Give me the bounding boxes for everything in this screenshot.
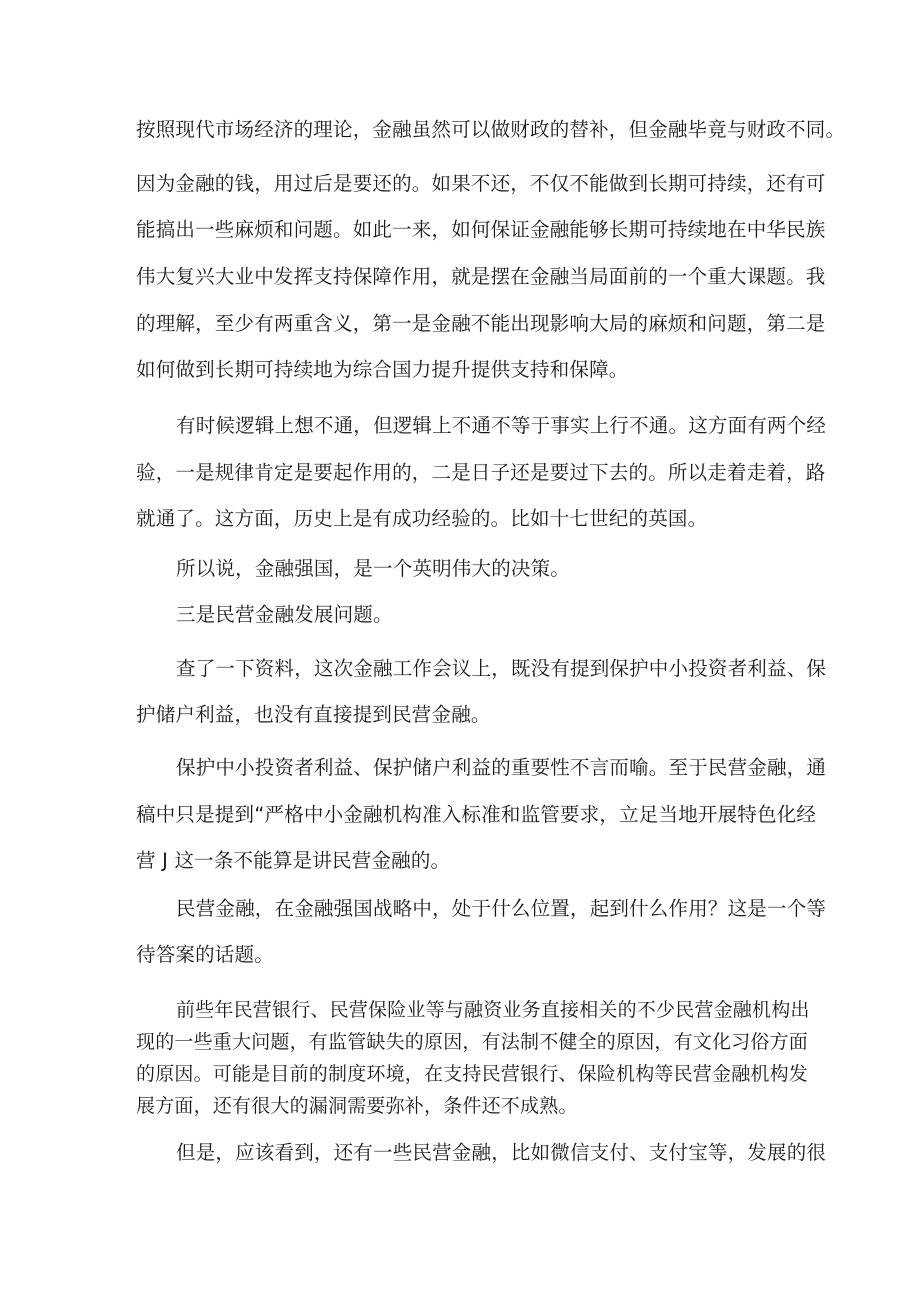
text-line: 现的一些重大问题，有监管缺失的原因，有法制不健全的原因，有文化习俗方面 (136, 1031, 809, 1053)
text-line: 前些年民营银行、民营保险业等与融资业务直接相关的不少民营金融机构出 (176, 999, 810, 1021)
text-line: 查了一下资料，这次金融工作会议上，既没有提到保护中小投资者利益、保 (176, 657, 827, 680)
text-line: 稿中只是提到“严格中小金融机构准入标准和监管要求，立足当地开展特色化经 (136, 803, 817, 826)
text-line: 的原因。可能是目前的制度环境，在支持民营银行、保险机构等民营金融机构发 (136, 1063, 809, 1085)
text-line: 护储户利益，也没有直接提到民营金融。 (136, 703, 491, 726)
text-line: 三是民营金融发展问题。 (176, 603, 393, 626)
text-line: 但是，应该看到，还有一些民营金融，比如微信支付、支付宝等，发展的很 (176, 1141, 827, 1164)
text-line: 如何做到长期可持续地为综合国力提升提供支持和保障。 (136, 358, 629, 381)
text-line: 的理解，至少有两重含义，第一是金融不能出现影响大局的麻烦和问题，第二是 (136, 312, 826, 335)
text-line: 就通了。这方面，历史上是有成功经验的。比如十七世纪的英国。 (136, 507, 708, 530)
text-line: 能搞出一些麻烦和问题。如此一来，如何保证金融能够长期可持续地在中华民族 (136, 218, 826, 241)
text-line: 所以说，金融强国，是一个英明伟大的决策。 (176, 557, 571, 580)
text-line: 伟大复兴大业中发挥支持保障作用，就是摆在金融当局面前的一个重大课题。我 (136, 265, 826, 288)
text-line: 展方面，还有很大的漏洞需要弥补，条件还不成熟。 (136, 1095, 578, 1117)
text-line: 有时候逻辑上想不通，但逻辑上不通不等于事实上行不通。这方面有两个经 (176, 414, 827, 437)
text-line: 验，一是规律肯定是要起作用的，二是日子还是要过下去的。所以走着走着，路 (136, 461, 826, 484)
text-line: 保护中小投资者利益、保护储户利益的重要性不言而喻。至于民营金融，通 (176, 756, 827, 779)
text-line: 民营金融，在金融强国战略中，处于什么位置，起到什么作用？这是一个等 (176, 897, 827, 920)
text-line: 按照现代市场经济的理论，金融虽然可以做财政的替补，但金融毕竟与财政不同。 (136, 118, 846, 141)
text-line: 营 J 这一条不能算是讲民营金融的。 (136, 849, 451, 872)
text-line: 待答案的话题。 (136, 943, 274, 966)
text-line: 因为金融的钱，用过后是要还的。如果不还，不仅不能做到长期可持续，还有可 (136, 172, 826, 195)
